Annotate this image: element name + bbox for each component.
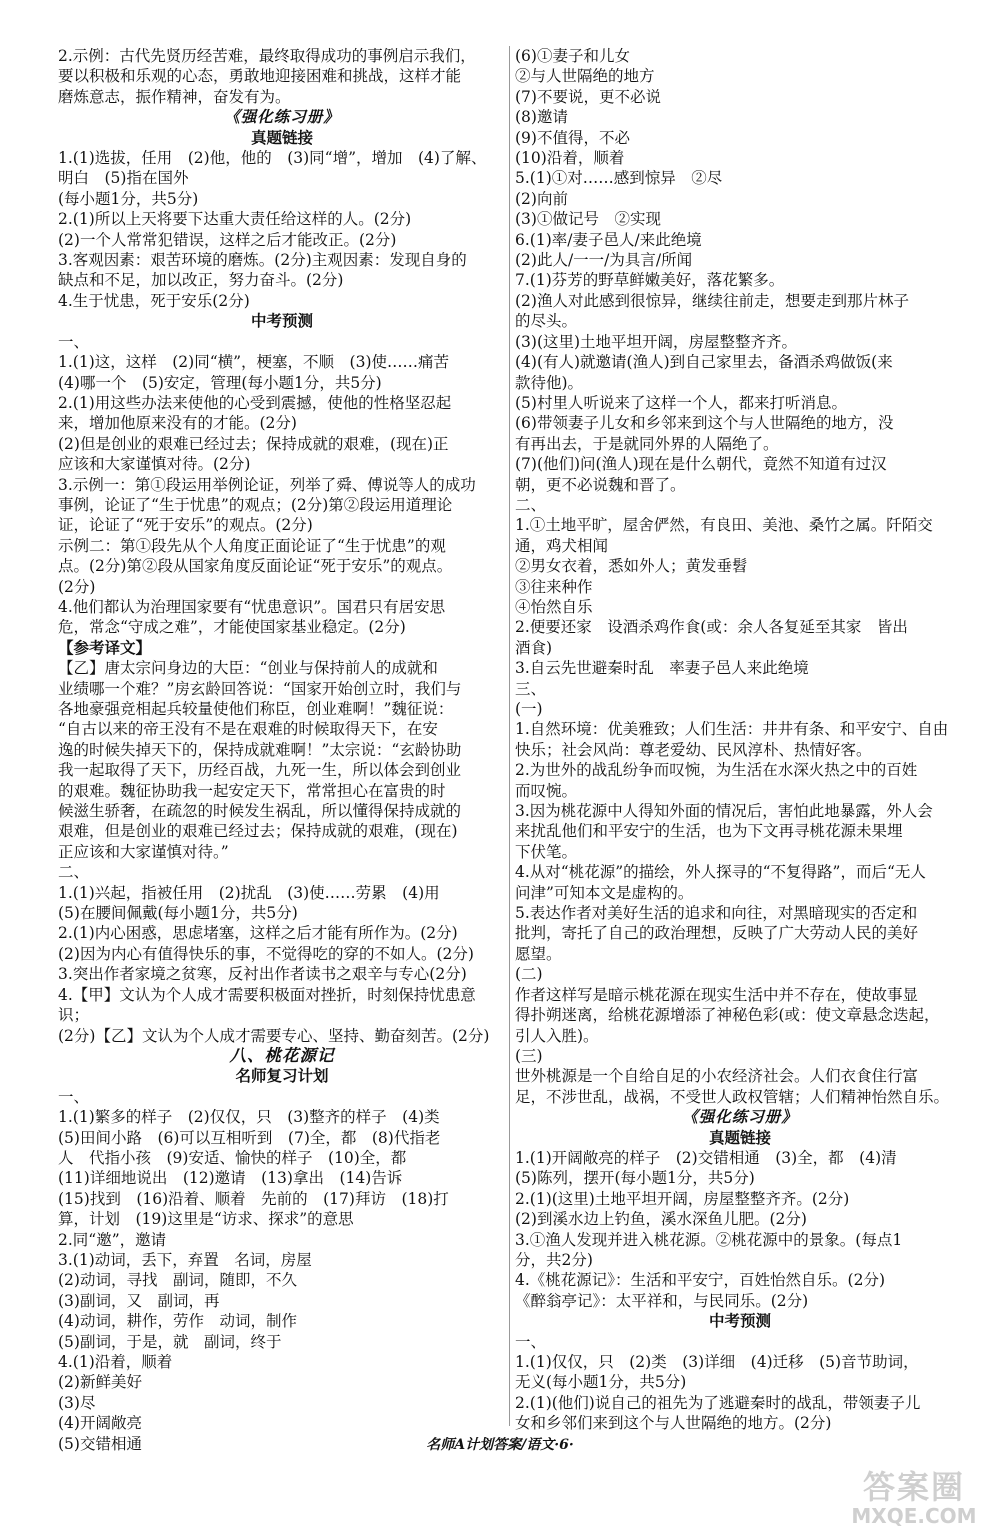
text-line: 业绩哪一个难？”房玄龄回答说：“国家开始创立时，我们与 (58, 679, 462, 698)
text-line: 问津”可知本文是虚构的。 (515, 883, 694, 902)
text-line: (4)动词，耕作，劳作 动词，制作 (58, 1312, 297, 1331)
text-line: 正应该和大家谨慎对待。” (58, 842, 229, 861)
text-line: (5)在腰间佩戴(每小题1分，共5分) (58, 904, 298, 923)
text-line: (5)副词，于是，就 副词，终于 (58, 1332, 282, 1351)
text-line: 2.(1)(这里)土地平坦开阔，房屋整整齐齐。(2分) (515, 1189, 850, 1208)
column-divider (509, 46, 510, 1426)
text-line: 候滋生骄奢，在疏忽的时候发生祸乱，所以懂得保持成就的 (58, 802, 462, 821)
text-line: 缺点和不足，加以改正，努力奋斗。(2分) (58, 271, 344, 290)
text-line: (15)找到 (16)沿着、顺着 先前的 (17)拜访 (18)打 (58, 1189, 449, 1208)
text-line: 4.他们都认为治理国家要有“忧患意识”。国君只有居安思 (58, 597, 446, 616)
watermark-text: 答案圈 (862, 1468, 965, 1506)
text-line: 逸的时候失掉天下的，保持成就难啊！”太宗说：“玄龄协助 (58, 740, 462, 759)
text-line: (2)渔人对此感到很惊异，继续往前走，想要走到那片林子 (515, 291, 909, 310)
text-line: 各地豪强竞相起兵较量使他们称臣，创业难啊！”魏征说： (58, 700, 454, 718)
text-line: 下伏笔。 (515, 842, 578, 861)
text-line: (2)动词，寻找 副词，随即，不久 (58, 1271, 297, 1290)
text-line: 1.(1)选拔，任用 (2)他，他的 (3)同“增”，增加 (4)了解、 (58, 149, 487, 168)
text-line: 三、 (515, 679, 547, 698)
text-line: 3.(1)动词，丢下，弃置 名词，房屋 (58, 1250, 312, 1269)
text-line: 引人入胜)。 (515, 1026, 599, 1045)
text-line: (3)①做记号 ②实现 (515, 210, 661, 229)
page-footer: 名师A计划答案/语文·6· (426, 1437, 574, 1453)
text-line: 艰难，但是创业的艰难已经过去；保持成就的艰难，(现在) (58, 822, 458, 841)
text-line: 2.示例：古代先贤历经苦难，最终取得成功的事例启示我们， (58, 47, 476, 65)
text-line: (5)田间小路 (6)可以互相听到 (7)全，都 (8)代指老 (58, 1128, 441, 1147)
text-line: ②男女衣着，悉如外人；黄发垂髫 (515, 557, 748, 576)
text-line: (2)到溪水边上钓鱼，溪水深鱼儿肥。(2分) (515, 1210, 807, 1229)
text-line: 5.表达作者对美好生活的追求和向往，对黑暗现实的否定和 (515, 904, 918, 923)
text-line: 款待他)。 (515, 373, 584, 392)
watermark-logo (836, 1462, 992, 1528)
text-line: 证，论证了“死于安乐”的观点。(2分) (58, 516, 313, 535)
section-heading: 真题链接 (250, 127, 313, 147)
text-line: 示例二：第①段先从个人角度正面论证了“生于忧患”的观 (58, 536, 446, 555)
section-heading: 《强化练习册》 (224, 107, 340, 127)
section-heading: 八、桃花源记 (229, 1045, 335, 1065)
text-line: 分，共2分) (515, 1250, 593, 1269)
text-line: 我一起取得了天下，历经百战，九死一生，所以体会到创业 (58, 761, 462, 780)
text-line: 6.(1)率/妻子邑人/来此绝境 (515, 230, 702, 249)
text-line: (3)尽 (58, 1393, 96, 1412)
text-line: 5.(1)①对……感到惊异 ②尽 (515, 169, 723, 188)
text-line: 而叹惋。 (515, 781, 578, 800)
text-line: (5)交错相通 (58, 1434, 142, 1453)
text-line: 酒食) (515, 638, 553, 657)
text-line: 4.《桃花源记》：生活和平安宁，百姓怡然自乐。(2分) (515, 1271, 885, 1290)
text-line: 点。(2分)第②段从国家角度反面论证“死于安乐”的观点。 (58, 557, 453, 576)
text-line: ③往来种作 (515, 577, 593, 596)
text-line: (6)带领妻子儿女和乡邻来到这个与人世隔绝的地方，没 (515, 414, 894, 433)
text-line: 1.(1)仅仅，只 (2)类 (3)详细 (4)迁移 (5)音节助词， (515, 1353, 919, 1371)
text-line: 1.(1)开阔敞亮的样子 (2)交错相通 (3)全，都 (4)清 (515, 1148, 897, 1167)
text-line: 2.(1)所以上天将要下达重大责任给这样的人。(2分) (58, 210, 412, 229)
text-line: 一、 (58, 1087, 90, 1106)
text-line: 2.(1)用这些办法来使他的心受到震撼，使他的性格坚忍起 (58, 393, 452, 412)
text-line: 2.为世外的战乱纷争而叹惋，为生活在水深火热之中的百姓 (515, 761, 918, 780)
text-line: 2.便要还家 设酒杀鸡作食(或：余人各复延至其家 皆出 (515, 618, 908, 637)
text-line: 世外桃源是一个自给自足的小农经济社会。人们衣食住行富 (515, 1067, 919, 1086)
text-line: 4.从对“桃花源”的描绘，外人探寻的“不复得路”，而后“无人 (515, 863, 926, 882)
text-line: (二) (515, 965, 543, 984)
text-line: (3)副词，又 副词，再 (58, 1291, 220, 1310)
section-heading: 《强化练习册》 (682, 1107, 798, 1127)
text-line: (4)哪一个 (5)安定，管理(每小题1分，共5分) (58, 373, 382, 392)
text-line: 1.(1)繁多的样子 (2)仅仅，只 (3)整齐的样子 (4)类 (58, 1108, 440, 1127)
text-line: (7)不要说，更不必说 (515, 87, 661, 106)
text-line: (5)村里人听说来了这样一个人，都来打听消息。 (515, 393, 847, 412)
text-line: 的艰难。魏征协助我一起安定天下，常常担心在富贵的时 (58, 781, 446, 800)
section-heading: 中考预测 (708, 1311, 771, 1331)
text-line: 女和乡邻们来到这个与人世隔绝的地方。(2分) (515, 1414, 832, 1433)
text-line: 批判，寄托了自己的政治理想，反映了广大劳动人民的美好 (515, 924, 919, 943)
text-line: (3)(这里)土地平坦开阔，房屋整整齐齐。 (515, 332, 798, 351)
text-line: 3.①渔人发现并进入桃花源。②桃花源中的景象。(每点1 (515, 1230, 903, 1249)
text-line: ④怡然自乐 (515, 597, 593, 616)
text-line: 4.(1)沿着，顺着 (58, 1353, 173, 1371)
text-line: 【乙】唐太宗问身边的大臣：“创业与保持前人的成就和 (58, 659, 438, 678)
text-line: (4)开阔敞亮 (58, 1414, 142, 1433)
text-line: (5)陈列，摆开(每小题1分，共5分) (515, 1169, 755, 1188)
text-line: 4.生于忧患，死于安乐(2分) (58, 291, 250, 310)
text-line: 3.突出作者家境之贫寒，反衬出作者读书之艰辛与专心(2分) (58, 965, 467, 984)
watermark-url: MXQE.COM (851, 1504, 977, 1528)
section-heading: 中考预测 (250, 311, 313, 331)
text-line: 1.(1)这，这样 (2)同“横”，梗塞，不顺 (3)使……痛苦 (58, 353, 450, 372)
text-line: 3.自云先世避秦时乱 率妻子邑人来此绝境 (515, 659, 809, 678)
text-line: 事例，论证了“生于忧患”的观点；(2分)第②段运用道理论 (58, 495, 453, 514)
text-line: (9)不值得，不必 (515, 128, 630, 147)
text-line: 3.因为桃花源中人得知外面的情况后，害怕此地暴露，外人会 (515, 802, 933, 821)
text-line: 1.①土地平旷，屋舍俨然，有良田、美池、桑竹之属。阡陌交 (515, 516, 933, 535)
text-line: (每小题1分，共5分) (58, 189, 199, 208)
text-line: 要以积极和乐观的心态，勇敢地迎接困难和挑战，这样才能 (58, 67, 462, 86)
text-line: (10)沿着，顺着 (515, 149, 625, 168)
text-line: 《醉翁亭记》：太平祥和，与民同乐。(2分) (515, 1291, 809, 1310)
text-line: (2)但是创业的艰难已经过去；保持成就的艰难，(现在)正 (58, 434, 449, 453)
text-line: (2)新鲜美好 (58, 1373, 142, 1392)
text-line: 得扑朔迷离，给桃花源增添了神秘色彩(或：使文章悬念迭起， (515, 1006, 940, 1025)
text-line: “自古以来的帝王没有不是在艰难的时候取得天下，在安 (58, 720, 438, 739)
text-line: 危，常念“守成之难”，才能使国家基业稳定。(2分) (58, 618, 406, 637)
text-line: (一) (515, 700, 543, 718)
text-line: (2)向前 (515, 189, 568, 208)
text-line: 二、 (58, 863, 90, 882)
section-heading: 名师复习计划 (235, 1066, 329, 1086)
text-line: 一、 (515, 1332, 547, 1351)
text-line: (6)①妻子和儿女 (515, 47, 630, 65)
text-line: (三) (515, 1046, 543, 1065)
text-line: 朝，更不必说魏和晋了。 (515, 475, 686, 494)
text-line: (2分)【乙】文认为个人成才需要专心、坚持、勤奋刻苦。(2分) (58, 1026, 490, 1045)
text-line: 3.示例一：第①段运用举例论证，列举了舜、傅说等人的成功 (58, 475, 476, 494)
text-line: 有再出去，于是就同外界的人隔绝了。 (515, 434, 779, 453)
text-line: 算，计划 (19)这里是“访求、探求”的意思 (58, 1210, 354, 1229)
text-line: (8)邀请 (515, 108, 568, 127)
text-line: 来扰乱他们和平安宁的生活，也为下文再寻桃花源未果埋 (515, 822, 903, 841)
text-line: 【参考译文】 (58, 637, 152, 657)
text-line: (11)详细地说出 (12)邀请 (13)拿出 (14)告诉 (58, 1169, 403, 1188)
text-line: 明白 (5)指在国外 (58, 169, 189, 188)
text-line: 二、 (515, 495, 547, 514)
text-line: 通，鸡犬相闻 (515, 536, 609, 555)
text-line: 的尽头。 (515, 312, 578, 331)
text-line: (2)因为内心有值得快乐的事，不觉得吃的穿的不如人。(2分) (58, 944, 474, 963)
text-line: 快乐；社会风尚：尊老爱幼、民风淳朴、热情好客。 (515, 740, 872, 759)
text-line: 应该和大家谨慎对待。(2分) (58, 455, 251, 474)
text-line: 一、 (58, 332, 90, 351)
text-line: (2分) (58, 577, 96, 596)
text-line: 1.自然环境：优美雅致；人们生活：井井有条、和平安宁、自由 (515, 720, 949, 739)
text-line: 3.客观因素：艰苦环境的磨炼。(2分)主观因素：发现自身的 (58, 251, 467, 270)
text-line: (7)(他们)问(渔人)现在是什么朝代，竟然不知道有过汉 (515, 455, 887, 474)
text-line: 人 代指小孩 (9)安适、愉快的样子 (10)全，都 (58, 1148, 407, 1167)
text-line: 2.(1)内心困惑，思虑堵塞，这样之后才能有所作为。(2分) (58, 924, 458, 943)
text-line: (2)一个人常常犯错误，这样之后才能改正。(2分) (58, 230, 397, 249)
text-line: (2)此人/一一/为具言/所闻 (515, 251, 693, 270)
text-line: 无义(每小题1分，共5分) (515, 1373, 687, 1392)
text-line: 足，不涉世乱，战祸，不受世人政权管辖；人们精神怡然自乐。 (515, 1087, 950, 1106)
text-line: (4)(有人)就邀请(渔人)到自己家里去，备酒杀鸡做饭(来 (515, 353, 893, 372)
text-line: 2.(1)(他们)说自己的祖先为了逃避秦时的战乱，带领妻子儿 (515, 1393, 921, 1412)
text-line: 愿望。 (515, 944, 562, 963)
text-line: 2.同“邀”，邀请 (58, 1230, 167, 1249)
text-line: ②与人世隔绝的地方 (515, 67, 655, 86)
text-line: 来，增加他原来没有的才能。(2分) (58, 414, 297, 433)
text-line: 1.(1)兴起，指被任用 (2)扰乱 (3)使……劳累 (4)用 (58, 883, 440, 902)
text-line: 作者这样写是暗示桃花源在现实生活中并不存在，使故事显 (515, 985, 919, 1004)
right-column (515, 46, 965, 1433)
text-line: 4.【甲】文认为个人成才需要积极面对挫折，时刻保持忧患意识； (58, 985, 476, 1025)
text-line: 磨炼意志，振作精神，奋发有为。 (58, 87, 291, 106)
section-heading: 真题链接 (708, 1127, 771, 1147)
text-line: 7.(1)芬芳的野草鲜嫩美好，落花繁多。 (515, 271, 785, 290)
